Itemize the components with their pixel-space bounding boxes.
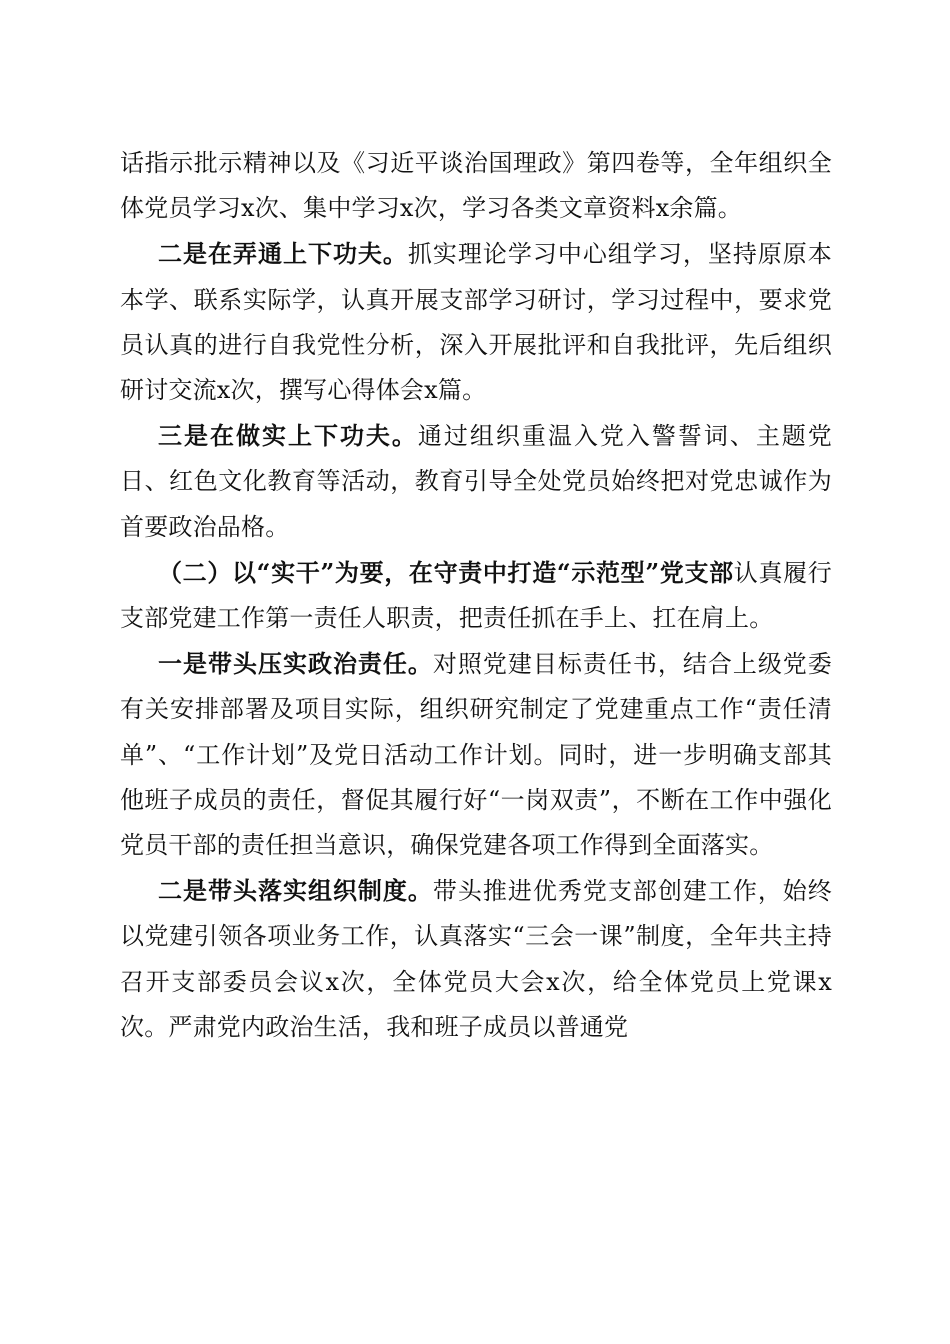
paragraph-lead: 二是带头落实组织制度。	[158, 876, 433, 906]
paragraph-text: 话指示批示精神以及《习近平谈治国理政》第四卷等，全年组织全体党员学习x次、集中学习x次，学习各类文章资料x余篇。	[120, 149, 832, 223]
paragraph-text: 认真履行支部党建工作第一责任人职责，把责任抓在手上、扛在肩上。	[120, 558, 832, 633]
paragraph-text: 带头推进优秀党支部创建工作，始终以党建引领各项业务工作，认真落实“三会一课”制度，全年共主持召开支部委员会议x次，全体党员大会x次，给全体党员上党课x次。严肃党内政治生活，我和班子成员以普通党	[120, 877, 833, 1041]
paragraph-point-two-b	[120, 868, 832, 1050]
paragraph-lead: 一是带头压实政治责任。	[158, 649, 433, 679]
paragraph-point-three	[120, 413, 832, 550]
paragraph-text: 对照党建目标责任书，结合上级党委有关安排部署及项目实际，组织研究制定了党建重点工作“责任清单”、“工作计划”及党日活动工作计划。同时，进一步明确支部其他班子成员的责任，督促其履行好“一岗双责”，不断在工作中强化党员干部的责任担当意识，确保党建各项工作得到全面落实。	[120, 650, 833, 860]
paragraph-text: 通过组织重温入党入警誓词、主题党日、红色文化教育等活动，教育引导全处党员始终把对党忠诚作为首要政治品格。	[120, 422, 832, 541]
paragraph-continuation	[120, 141, 832, 231]
paragraph-lead: 三是在做实上下功夫。	[158, 421, 418, 451]
paragraph-point-one-b	[120, 641, 832, 868]
paragraph-point-two	[120, 231, 832, 413]
section-heading-two	[120, 550, 832, 641]
paragraph-text: 抓实理论学习中心组学习，坚持原原本本学、联系实际学，认真开展支部学习研讨，学习过程中，要求党员认真的进行自我党性分析，深入开展批评和自我批评，先后组织研讨交流x次，撰写心得体会x篇。	[120, 240, 832, 405]
document-body	[120, 141, 832, 1050]
section-heading-lead: （二）以“实干”为要，在守责中打造“示范型”党支部	[158, 557, 734, 587]
paragraph-lead: 二是在弄通上下功夫。	[158, 239, 408, 269]
